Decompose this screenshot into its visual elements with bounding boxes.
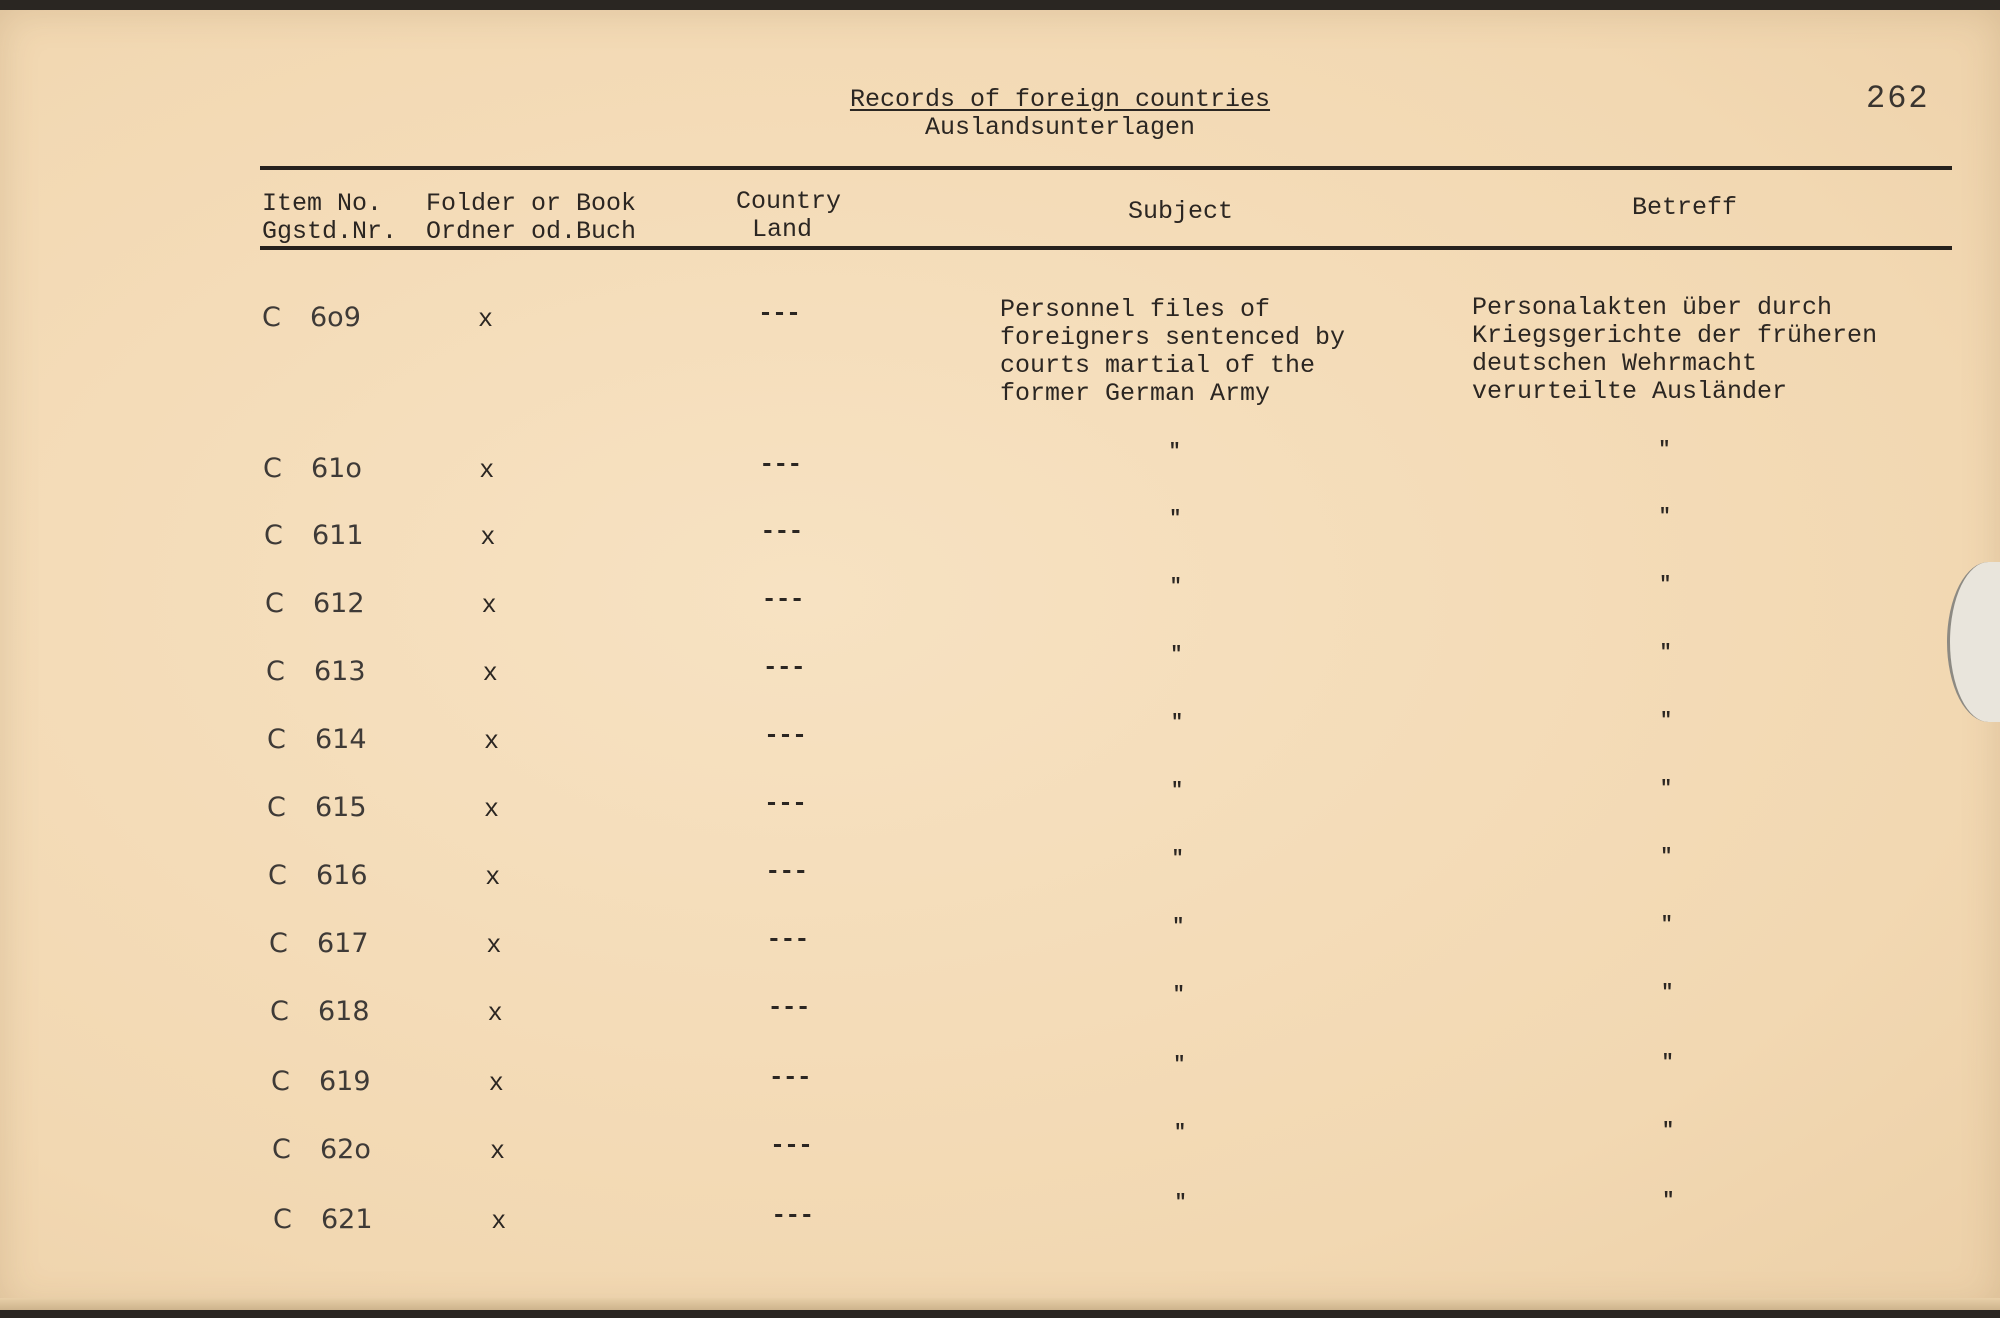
- folder-mark: x: [481, 591, 497, 620]
- item-prefix: C: [273, 1204, 292, 1235]
- subject-ditto: ": [1173, 1054, 1186, 1077]
- item-value: 618: [318, 996, 370, 1027]
- title-english: Records of foreign countries: [849, 85, 1271, 114]
- table-header-rule: [260, 246, 1952, 250]
- folder-mark: x: [480, 523, 496, 552]
- subject-ditto: ": [1169, 576, 1182, 599]
- item-number: [270, 998, 370, 1026]
- item-value: 615: [315, 792, 367, 823]
- subject-ditto: ": [1168, 441, 1181, 464]
- index-tab: [1947, 562, 2000, 722]
- betreff-text: Personalakten über durch Kriegsgerichte der früheren deutschen Wehrmacht verurteilte Ausländer: [1472, 293, 1878, 406]
- item-number: [262, 304, 361, 332]
- folder-mark: x: [484, 727, 500, 756]
- betreff-ditto: ": [1658, 506, 1671, 529]
- betreff-ditto: ": [1660, 914, 1673, 937]
- folder-mark: x: [484, 795, 500, 824]
- item-value: 617: [317, 928, 369, 959]
- item-number: [267, 726, 367, 754]
- table-top-rule: [260, 166, 1952, 170]
- subject-ditto: ": [1169, 508, 1182, 531]
- item-number: [269, 930, 369, 958]
- folder-mark: x: [478, 305, 494, 334]
- subject-ditto: ": [1172, 984, 1185, 1007]
- item-prefix: C: [267, 724, 286, 755]
- item-number: [263, 455, 362, 483]
- country-value: ---: [761, 585, 804, 614]
- country-value: ---: [760, 517, 803, 546]
- folder-mark: x: [490, 1137, 506, 1166]
- item-prefix: C: [262, 302, 281, 333]
- item-number: [264, 522, 364, 550]
- country-value: ---: [764, 721, 807, 750]
- item-prefix: C: [270, 996, 289, 1027]
- country-value: ---: [758, 299, 801, 328]
- header-item-no: Item No. Ggstd.Nr.: [262, 189, 398, 246]
- item-number: [268, 862, 368, 890]
- item-number: [271, 1068, 371, 1096]
- item-value: 619: [319, 1066, 371, 1097]
- betreff-ditto: ": [1660, 778, 1673, 801]
- country-value: ---: [765, 857, 808, 886]
- folder-mark: x: [491, 1207, 507, 1236]
- subject-ditto: ": [1174, 1192, 1187, 1215]
- item-value: 616: [316, 860, 368, 891]
- document-title: [820, 86, 1300, 142]
- item-number: [267, 794, 367, 822]
- item-number: [273, 1206, 373, 1234]
- page-edge: [0, 1298, 2000, 1310]
- subject-ditto: ": [1172, 916, 1185, 939]
- subject-ditto: ": [1170, 644, 1183, 667]
- subject-text: Personnel files of foreigners sentenced by courts martial of the former German Army: [1000, 295, 1346, 408]
- subject-ditto: ": [1171, 780, 1184, 803]
- item-value: 612: [313, 588, 365, 619]
- betreff-ditto: ": [1659, 642, 1672, 665]
- item-value: 621: [321, 1204, 373, 1235]
- betreff-ditto: ": [1660, 710, 1673, 733]
- page-number: 262: [1866, 80, 1930, 117]
- item-prefix: C: [272, 1134, 291, 1165]
- folder-mark: x: [486, 931, 502, 960]
- folder-mark: x: [487, 999, 503, 1028]
- country-value: ---: [766, 925, 809, 954]
- subject-ditto: ": [1171, 712, 1184, 735]
- country-value: ---: [759, 450, 802, 479]
- item-prefix: C: [268, 860, 287, 891]
- item-value: 614: [315, 724, 367, 755]
- country-value: ---: [762, 653, 805, 682]
- country-value: ---: [771, 1201, 814, 1230]
- betreff-ditto: ": [1660, 846, 1673, 869]
- folder-mark: x: [485, 863, 501, 892]
- title-german: Auslandsunterlagen: [924, 113, 1196, 142]
- betreff-ditto: ": [1661, 982, 1674, 1005]
- item-value: 61o: [311, 453, 362, 484]
- item-number: [265, 590, 365, 618]
- betreff-ditto: ": [1659, 574, 1672, 597]
- country-value: ---: [767, 993, 810, 1022]
- document-page: [0, 10, 2000, 1310]
- item-value: 613: [314, 656, 366, 687]
- header-betreff: Betreff: [1632, 193, 1738, 222]
- item-prefix: C: [271, 1066, 290, 1097]
- country-value: ---: [768, 1063, 811, 1092]
- item-prefix: C: [264, 520, 283, 551]
- item-number: [272, 1136, 371, 1164]
- header-subject: Subject: [1128, 197, 1234, 226]
- subject-ditto: ": [1171, 848, 1184, 871]
- header-country: Country Land: [736, 187, 842, 244]
- item-prefix: C: [269, 928, 288, 959]
- betreff-ditto: ": [1662, 1120, 1675, 1143]
- subject-ditto: ": [1174, 1122, 1187, 1145]
- header-folder: Folder or Book Ordner od.Buch: [426, 189, 637, 246]
- item-prefix: C: [266, 656, 285, 687]
- item-value: 611: [312, 520, 364, 551]
- betreff-ditto: ": [1662, 1190, 1675, 1213]
- betreff-ditto: ": [1661, 1052, 1674, 1075]
- country-value: ---: [770, 1131, 813, 1160]
- country-value: ---: [764, 789, 807, 818]
- folder-mark: x: [482, 659, 498, 688]
- item-number: [266, 658, 366, 686]
- item-value: 6o9: [310, 302, 361, 333]
- item-prefix: C: [265, 588, 284, 619]
- folder-mark: x: [488, 1069, 504, 1098]
- folder-mark: x: [479, 456, 495, 485]
- item-prefix: C: [267, 792, 286, 823]
- betreff-ditto: ": [1658, 439, 1671, 462]
- item-prefix: C: [263, 453, 282, 484]
- item-value: 62o: [320, 1134, 371, 1165]
